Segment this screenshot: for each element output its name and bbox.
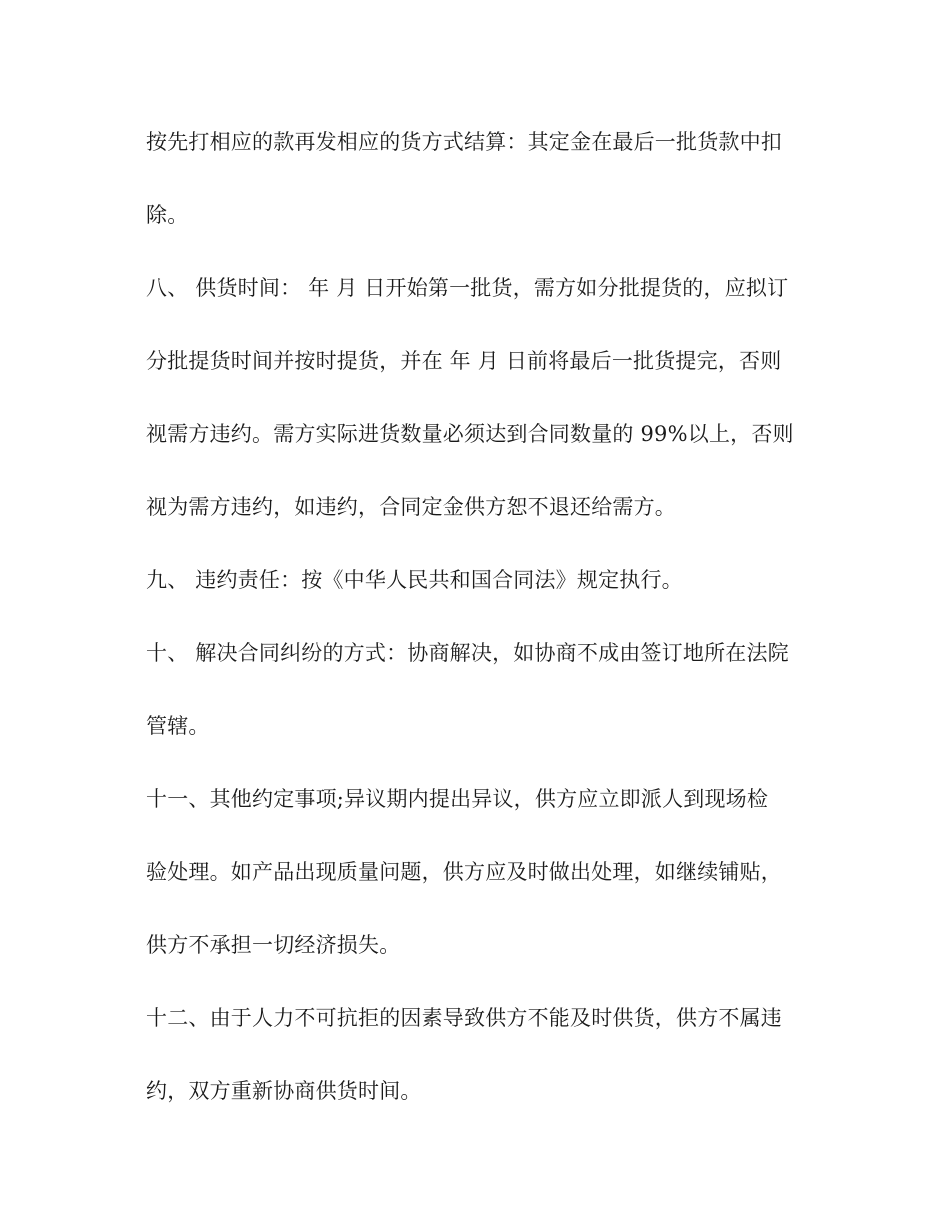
text-line-10: 十一、其他约定事项;异议期内提出异议，供方应立即派人到现场检 bbox=[146, 787, 769, 811]
text-line-4: 分批提货时间并按时提货，并在 年 月 日前将最后一批货提完，否则 bbox=[146, 349, 782, 373]
text-line-2: 除。 bbox=[146, 203, 189, 227]
text-line-3: 八、 供货时间： 年 月 日开始第一批货，需方如分批提货的，应拟订 bbox=[146, 276, 789, 300]
text-line-8: 十、 解决合同纠纷的方式：协商解决，如协商不成由签订地所在法院 bbox=[146, 641, 789, 665]
text-line-9: 管辖。 bbox=[146, 714, 210, 738]
text-line-7: 九、 违约责任：按《中华人民共和国合同法》规定执行。 bbox=[146, 568, 683, 592]
text-line-1: 按先打相应的款再发相应的货方式结算：其定金在最后一批货款中扣 bbox=[146, 130, 782, 154]
text-line-14: 约，双方重新协商供货时间。 bbox=[146, 1079, 422, 1103]
text-line-11: 验处理。如产品出现质量问题，供方应及时做出处理，如继续铺贴， bbox=[146, 860, 782, 884]
text-line-12: 供方不承担一切经济损失。 bbox=[146, 933, 401, 957]
text-line-13: 十二、由于人力不可抗拒的因素导致供方不能及时供货，供方不属违 bbox=[146, 1006, 782, 1030]
text-line-6: 视为需方违约，如违约，合同定金供方恕不退还给需方。 bbox=[146, 495, 676, 519]
text-line-5: 视需方违约。需方实际进货数量必须达到合同数量的 99%以上，否则 bbox=[146, 422, 794, 446]
